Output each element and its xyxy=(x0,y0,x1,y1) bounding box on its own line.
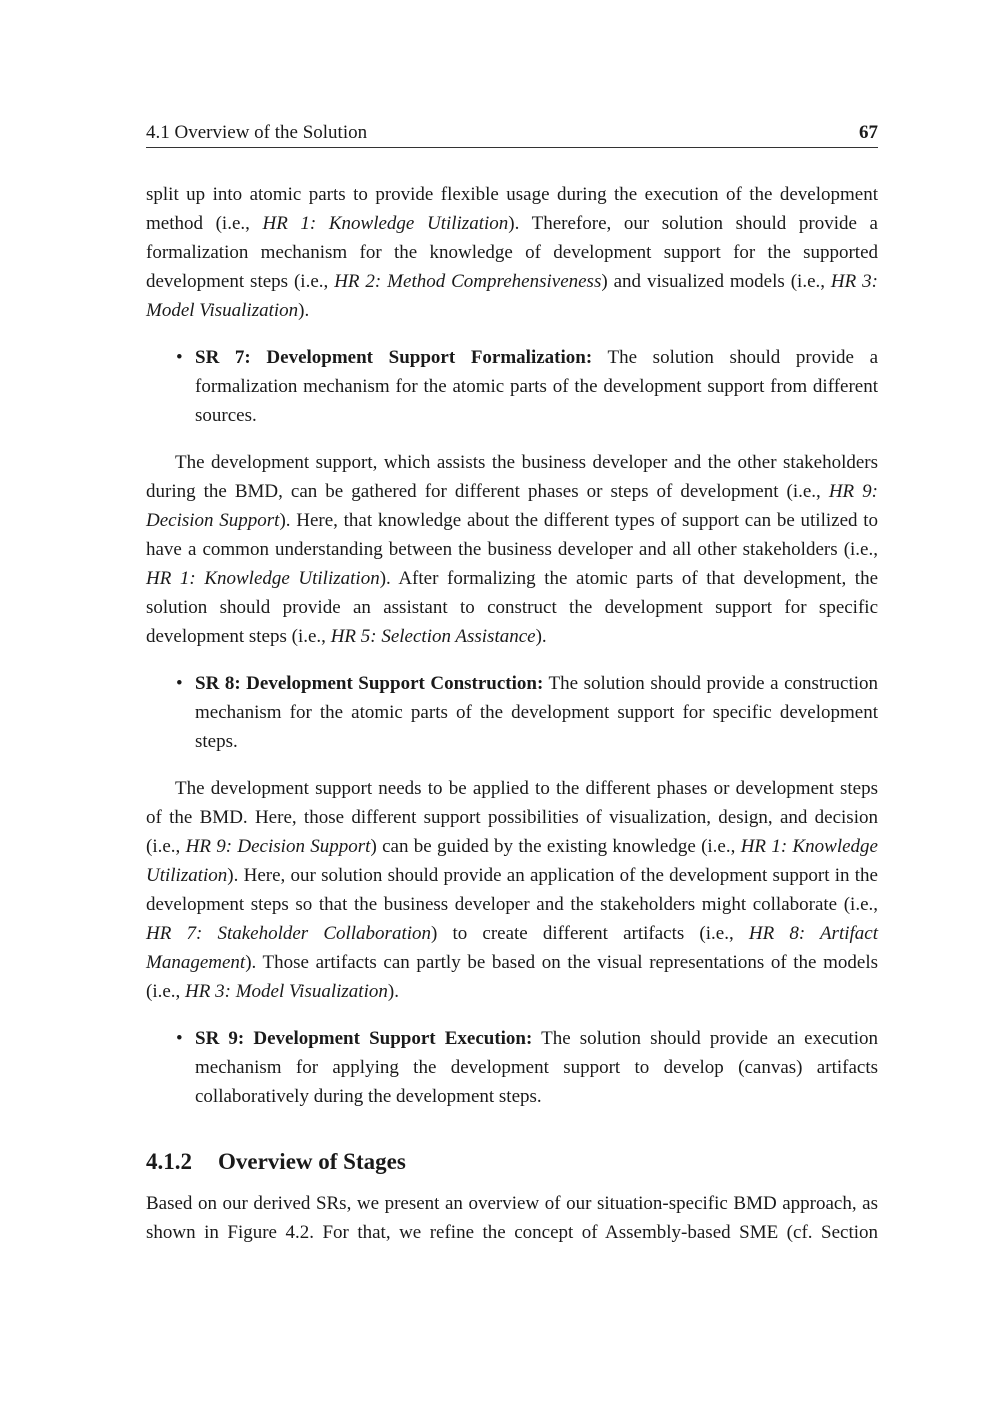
text: ) can be guided by the existing knowledge (i.e., xyxy=(370,836,741,857)
reference: HR 3: Model Visualization xyxy=(146,271,878,321)
reference: HR 5: Selection Assistance xyxy=(330,626,536,647)
text: ). Here, that knowledge about the different types of support can be utilized to have a common understanding between the business developer and all other stakeholders (i.e., xyxy=(146,510,879,560)
section-number: 4.1.2 xyxy=(146,1149,192,1174)
page-number: 67 xyxy=(859,122,878,143)
requirement-title: SR 8: Development Support Construction: xyxy=(195,673,544,694)
bullet-icon: • xyxy=(176,673,183,694)
page-body xyxy=(146,180,878,1265)
requirement-text: The solution should provide an execution mechanism for applying the development support to develop (canvas) artifacts collaboratively during the development steps. xyxy=(195,1028,878,1107)
requirement-text: The solution should provide a formalization mechanism for the atomic parts of the development support from different sources. xyxy=(195,347,878,426)
text: The development support, which assists the business developer and the other stakeholders during the BMD, can be gathered for different phases or steps of development (i.e., xyxy=(146,452,878,502)
text: ). Those artifacts can partly be based on the visual representations of the models (i.e., xyxy=(146,952,878,1002)
running-header-section: 4.1 Overview of the Solution xyxy=(146,122,368,143)
paragraph xyxy=(146,774,878,1006)
text: ). After formalizing the atomic parts of that development, the solution should provide an assistant to construct the development support for specific development steps (i.e., xyxy=(146,568,879,647)
reference: HR 1: Knowledge Utilization xyxy=(146,568,380,589)
running-header xyxy=(146,120,878,148)
text: ). xyxy=(535,626,547,647)
section-title: Overview of Stages xyxy=(218,1149,406,1174)
reference: HR 7: Stakeholder Collaboration xyxy=(146,923,432,944)
bullet-icon: • xyxy=(176,1028,183,1049)
reference: HR 8: Artifact Management xyxy=(146,923,879,973)
text: ). Here, our solution should provide an application of the development support in the development steps so that the business developer and the stakeholders might collaborate (i.e., xyxy=(146,865,878,915)
reference: HR 2: Method Comprehensiveness xyxy=(334,271,602,292)
text: ) and visualized models (i.e., xyxy=(601,271,831,292)
reference: HR 1: Knowledge Utilization xyxy=(146,836,878,886)
requirement-sr8 xyxy=(146,669,878,756)
text: ). xyxy=(387,981,399,1002)
reference: HR 9: Decision Support xyxy=(146,481,879,531)
requirement-sr9 xyxy=(146,1024,878,1111)
reference: HR 3: Model Visualization xyxy=(185,981,388,1002)
requirement-title: SR 7: Development Support Formalization: xyxy=(195,347,593,368)
paragraph xyxy=(146,448,878,651)
text: The development support needs to be applied to the different phases or development steps of the BMD. Here, those different support possibilities of visualization, design, and decision (i.e., xyxy=(146,778,878,857)
text: ) to create different artifacts (i.e., xyxy=(431,923,749,944)
section-heading xyxy=(146,1147,878,1177)
reference: HR 1: Knowledge Utilization xyxy=(262,213,509,234)
paragraph xyxy=(146,180,878,325)
text: ). Therefore, our solution should provide a formalization mechanism for the knowledge of development support for the supported development steps (i.e., xyxy=(146,213,878,292)
text: split up into atomic parts to provide flexible usage during the execution of the development method (i.e., xyxy=(146,184,878,234)
requirement-sr7 xyxy=(146,343,878,430)
requirement-text: The solution should provide a construction mechanism for the atomic parts of the development support for specific development steps. xyxy=(195,673,878,752)
text: ). xyxy=(298,300,310,321)
requirement-title: SR 9: Development Support Execution: xyxy=(195,1028,533,1049)
paragraph: Based on our derived SRs, we present an overview of our situation-specific BMD approach, as shown in Figure 4.2. For that, we refine the concept of Assembly-based SME (cf. Section xyxy=(146,1193,878,1243)
reference: HR 9: Decision Support xyxy=(185,836,371,857)
bullet-icon: • xyxy=(176,347,183,368)
